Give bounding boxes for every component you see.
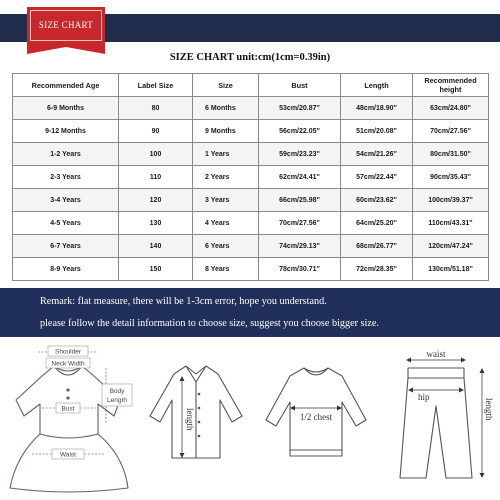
table-cell: 8 Years [193, 258, 259, 281]
column-header: Recommended height [413, 74, 489, 97]
table-cell: 9-12 Months [13, 120, 119, 143]
table-cell: 120cm/47.24'' [413, 235, 489, 258]
table-cell: 72cm/28.35'' [341, 258, 413, 281]
table-cell: 6 Months [193, 97, 259, 120]
dress-measurement-diagram [2, 338, 134, 498]
table-cell: 64cm/25.20'' [341, 212, 413, 235]
dress-icon [2, 338, 134, 498]
table-cell: 60cm/23.62'' [341, 189, 413, 212]
pants-icon [378, 338, 498, 498]
table-header-row [13, 74, 489, 97]
pants-length-label: length [484, 398, 494, 421]
column-header: Bust [259, 74, 341, 97]
remark-instructions: please follow the detail information to choose size, suggest you choose bigger size. [40, 318, 379, 329]
column-header: Size [193, 74, 259, 97]
table-cell: 63cm/24.80'' [413, 97, 489, 120]
table-cell: 62cm/24.41'' [259, 166, 341, 189]
table-cell: 1 Years [193, 143, 259, 166]
shirt-measurement-diagram [136, 338, 256, 498]
table-row [13, 258, 489, 281]
table-cell: 56cm/22.05'' [259, 120, 341, 143]
dress-body-label: Body [109, 388, 125, 395]
table-cell: 48cm/18.90'' [341, 97, 413, 120]
table-cell: 6-9 Months [13, 97, 119, 120]
column-header: Recommended Age [13, 74, 119, 97]
pants-measurement-diagram [378, 338, 498, 498]
table-cell: 4 Years [193, 212, 259, 235]
dress-waist-label: Waist [59, 451, 77, 459]
sweater-measurement-diagram [256, 338, 376, 498]
table-cell: 4-5 Years [13, 212, 119, 235]
table-cell: 130 [119, 212, 193, 235]
shirt-length-label: length [185, 408, 195, 431]
table-row [13, 120, 489, 143]
table-cell: 54cm/21.26'' [341, 143, 413, 166]
table-cell: 70cm/27.56'' [413, 120, 489, 143]
table-cell: 1-2 Years [13, 143, 119, 166]
table-row [13, 212, 489, 235]
table-cell: 90cm/35.43'' [413, 166, 489, 189]
table-cell: 74cm/29.13'' [259, 235, 341, 258]
sweater-icon [256, 338, 376, 498]
dress-neck-label: Neck Width [51, 360, 85, 368]
table-cell: 130cm/51.18'' [413, 258, 489, 281]
table-cell: 9 Months [193, 120, 259, 143]
table-cell: 6-7 Years [13, 235, 119, 258]
table-cell: 80 [119, 97, 193, 120]
shirt-icon [136, 338, 256, 498]
table-row [13, 97, 489, 120]
table-cell: 2 Years [193, 166, 259, 189]
dress-bust-label: Bust [61, 405, 75, 413]
pants-hip-label: hip [418, 392, 430, 402]
size-table [12, 73, 489, 281]
size-chart-badge [27, 7, 105, 44]
table-row [13, 166, 489, 189]
table-row [13, 189, 489, 212]
table-cell: 120 [119, 189, 193, 212]
table-cell: 100 [119, 143, 193, 166]
sweater-chest-label: 1/2 chest [299, 412, 333, 422]
table-cell: 51cm/20.08'' [341, 120, 413, 143]
table-cell: 68cm/26.77'' [341, 235, 413, 258]
table-cell: 3-4 Years [13, 189, 119, 212]
dress-shoulder-label: Shoulder [54, 348, 82, 356]
table-cell: 66cm/25.98'' [259, 189, 341, 212]
table-cell: 57cm/22.44'' [341, 166, 413, 189]
column-header: Label Size [119, 74, 193, 97]
dress-length-label: Length [107, 397, 127, 404]
table-cell: 90 [119, 120, 193, 143]
size-chart-badge-label: SIZE CHART [38, 20, 94, 30]
table-cell: 110cm/43.31'' [413, 212, 489, 235]
table-cell: 70cm/27.56'' [259, 212, 341, 235]
table-cell: 6 Years [193, 235, 259, 258]
chart-title: SIZE CHART unit:cm(1cm=0.39in) [169, 52, 331, 63]
table-cell: 140 [119, 235, 193, 258]
table-cell: 78cm/30.71'' [259, 258, 341, 281]
table-cell: 2-3 Years [13, 166, 119, 189]
remark-text: Remark: flat measure, there will be 1-3cm error, hope you understand. [40, 296, 327, 307]
table-cell: 8-9 Years [13, 258, 119, 281]
table-cell: 110 [119, 166, 193, 189]
table-cell: 100cm/39.37'' [413, 189, 489, 212]
table-cell: 53cm/20.87'' [259, 97, 341, 120]
table-cell: 3 Years [193, 189, 259, 212]
table-row [13, 235, 489, 258]
table-row [13, 143, 489, 166]
column-header: Length [341, 74, 413, 97]
table-cell: 59cm/23.23'' [259, 143, 341, 166]
pants-waist-label: waist [426, 349, 446, 359]
table-cell: 80cm/31.50'' [413, 143, 489, 166]
table-cell: 150 [119, 258, 193, 281]
